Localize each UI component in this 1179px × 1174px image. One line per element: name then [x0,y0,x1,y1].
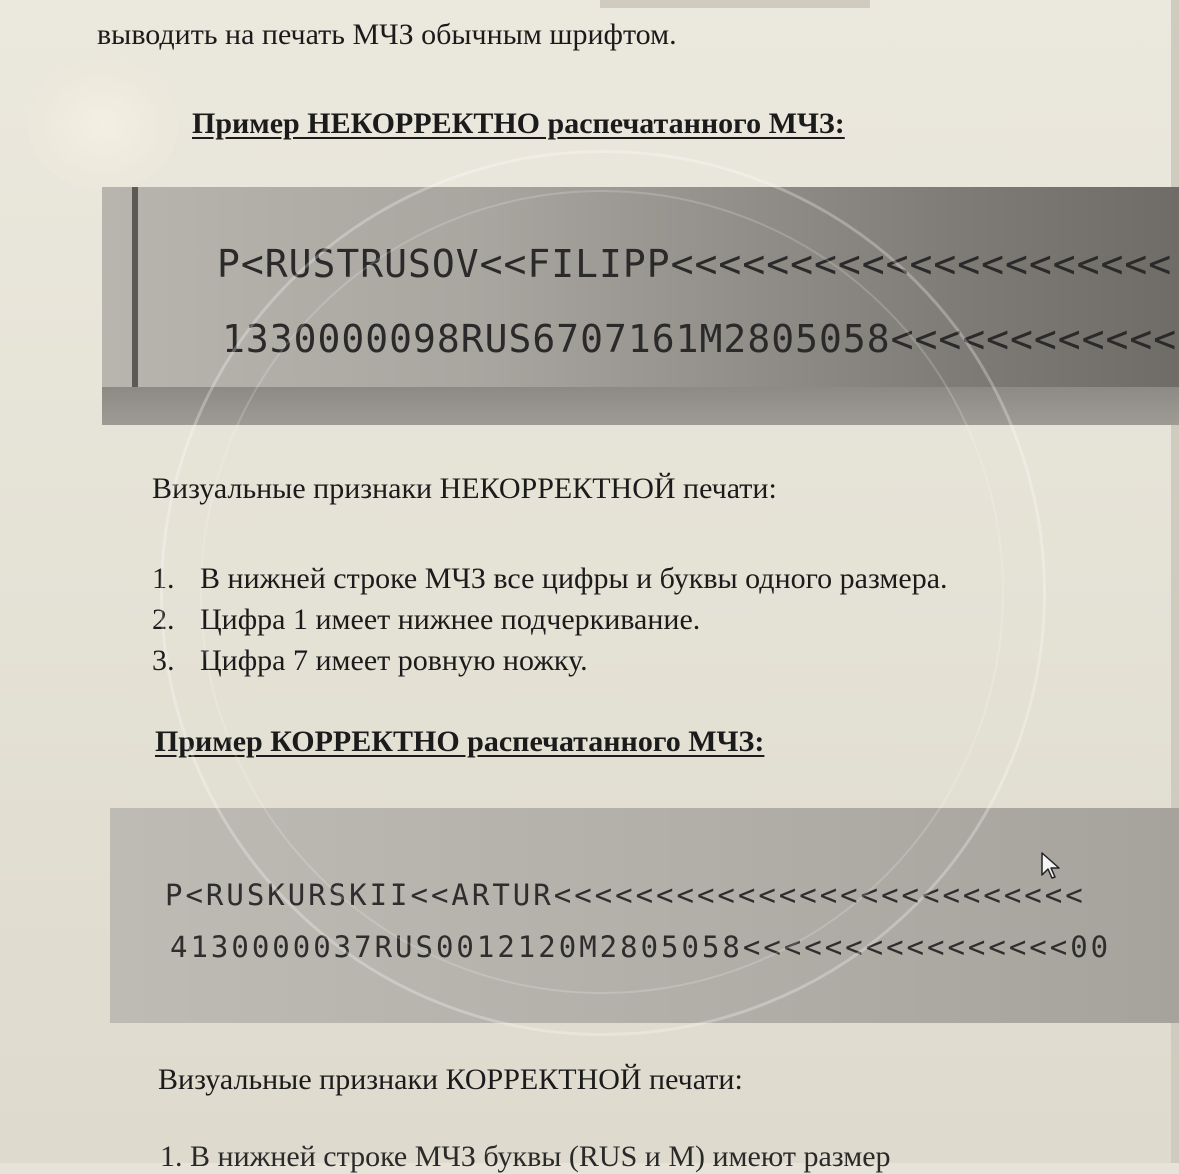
intro-text: выводить на печать МЧЗ обычным шрифтом. [97,18,677,51]
cut-off-list-item: 1. В нижней строке МЧЗ буквы (RUS и M) имеют размер [160,1140,891,1173]
top-band [600,0,870,8]
signs-incorrect-list [152,558,948,681]
list-item [152,558,948,599]
mrz-edge [132,187,138,387]
blurred-blob [28,60,178,190]
list-item-text: Цифра 7 имеет ровную ножку. [200,644,588,677]
list-item-number: 3. [152,644,175,677]
list-item-number: 1. [152,562,175,595]
mrz-correct-line2: 4130000037RUS0012120M2805058<<<<<<<<<<<<<<<<00 [170,930,1112,964]
signs-incorrect-title: Визуальные признаки НЕКОРРЕКТНОЙ печати: [152,472,777,505]
mrz-bottom-band [102,387,1179,425]
list-item-text: В нижней строке МЧЗ все цифры и буквы одного размера. [200,562,948,595]
mouse-cursor-icon [1040,851,1062,881]
mrz-incorrect-line1: P<RUSTRUSOV<<FILIPP<<<<<<<<<<<<<<<<<<<<< [217,242,1173,286]
signs-correct-title: Визуальные признаки КОРРЕКТНОЙ печати: [158,1063,743,1096]
mrz-incorrect-line2: 1330000098RUS6707161M2805058<<<<<<<<<<<< [222,317,1178,361]
heading-incorrect: Пример НЕКОРРЕКТНО распечатанного МЧЗ: [192,107,845,140]
mrz-example-correct [110,808,1179,1023]
list-item-number: 2. [152,603,175,636]
list-item [152,599,948,640]
mrz-correct-line1: P<RUSKURSKII<<ARTUR<<<<<<<<<<<<<<<<<<<<<<<<<< [165,878,1086,912]
list-item-text: Цифра 1 имеет нижнее подчеркивание. [200,603,701,636]
heading-correct: Пример КОРРЕКТНО распечатанного МЧЗ: [155,725,765,758]
mrz-example-incorrect [102,187,1179,425]
list-item [152,640,948,681]
